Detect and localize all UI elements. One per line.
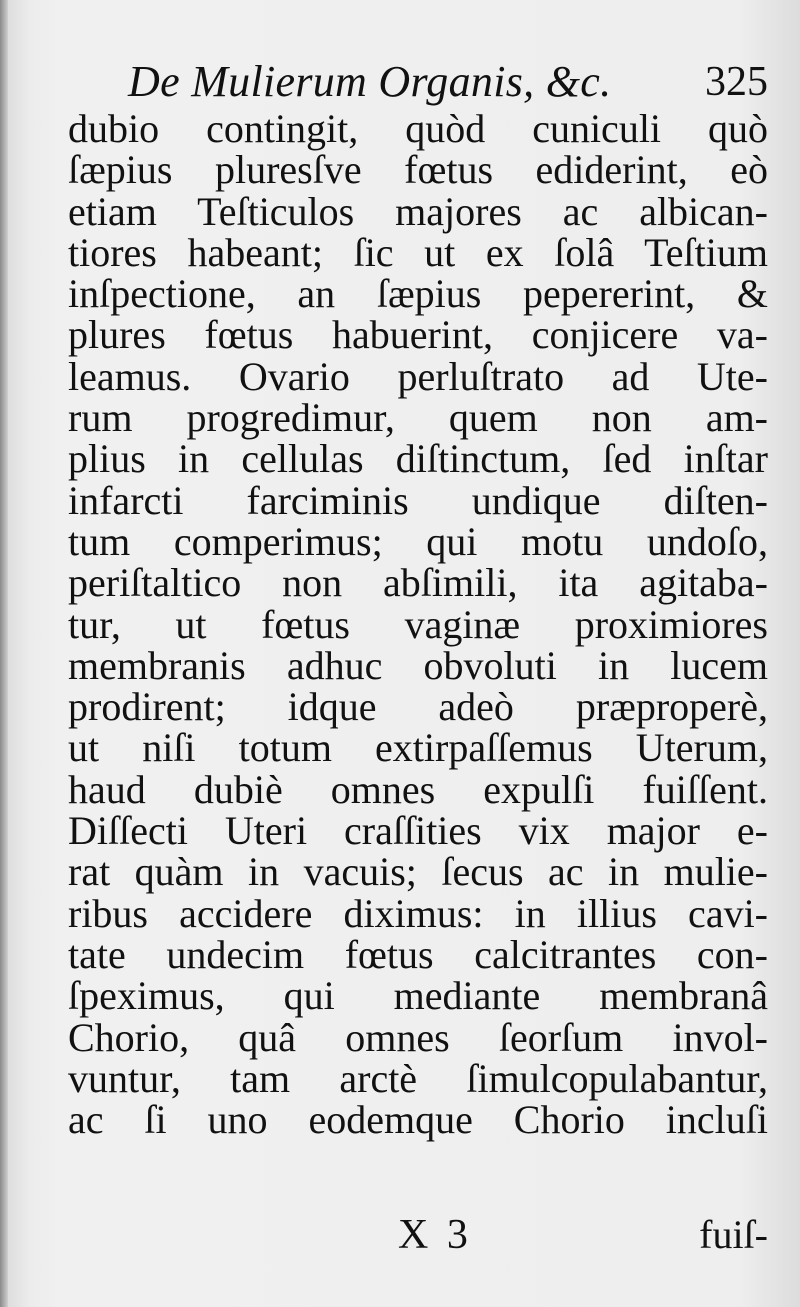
- text-line: tur, ut fœtus vaginæ proximiores: [68, 601, 768, 647]
- text-line: plures fœtus habuerint, conjicere va-: [68, 312, 768, 358]
- text-line: membranis adhuc obvoluti in lucem: [68, 642, 768, 688]
- text-line: rum progredimur, quem non am-: [68, 395, 768, 441]
- text-line: dubio contingit, quòd cuniculi quò: [68, 106, 768, 151]
- text-line: ſæpius pluresſve fœtus ediderint, eò: [68, 147, 768, 193]
- page-number: 325: [705, 59, 768, 105]
- text-line: tiores habeant; ſic ut ex ſolâ Teſtium: [68, 229, 768, 275]
- text-line: inſpectione, an ſæpius pepererint, &: [68, 271, 768, 317]
- text-line: ac ſi uno eodemque Chorio incluſi: [68, 1097, 768, 1143]
- text-line: ſpeximus, qui mediante membranâ: [68, 973, 768, 1019]
- text-line: tate undecim fœtus calcitrantes con-: [68, 931, 768, 977]
- text-line: prodirent; idque adeò præproperè,: [68, 684, 768, 730]
- text-line: leamus. Ovario perluſtrato ad Ute-: [68, 353, 768, 399]
- text-line: Chorio, quâ omnes ſeorſum invol-: [68, 1014, 768, 1060]
- catchword: fuiſ-: [699, 1212, 768, 1257]
- running-title: De Mulierum Organis, &c.: [128, 57, 612, 106]
- text-line: periſtaltico non abſimili, ita agitaba-: [68, 560, 768, 606]
- text-line: infarcti farciminis undique diſten-: [68, 477, 768, 523]
- body-text: [68, 106, 768, 1143]
- text-line: Diſſecti Uteri craſſities vix major e-: [68, 808, 768, 854]
- text-line: ut niſi totum extirpaſſemus Uterum,: [68, 725, 768, 771]
- text-line: rat quàm in vacuis; ſecus ac in mulie-: [68, 849, 768, 895]
- text-line: etiam Teſticulos majores ac albican-: [68, 188, 768, 234]
- page-gutter-edge: [0, 0, 8, 1307]
- signature-mark: X 3: [398, 1212, 472, 1258]
- page-footer: [68, 1205, 768, 1265]
- text-line: plius in cellulas diſtinctum, ſed inſtar: [68, 436, 768, 482]
- text-line: haud dubiè omnes expulſi fuiſſent.: [68, 766, 768, 812]
- text-line: tum comperimus; qui motu undoſo,: [68, 518, 768, 564]
- text-line: ribus accidere diximus: in illius cavi-: [68, 890, 768, 936]
- text-line: vuntur, tam arctè ſimulcopulabantur,: [68, 1055, 768, 1101]
- page-header: [128, 52, 768, 112]
